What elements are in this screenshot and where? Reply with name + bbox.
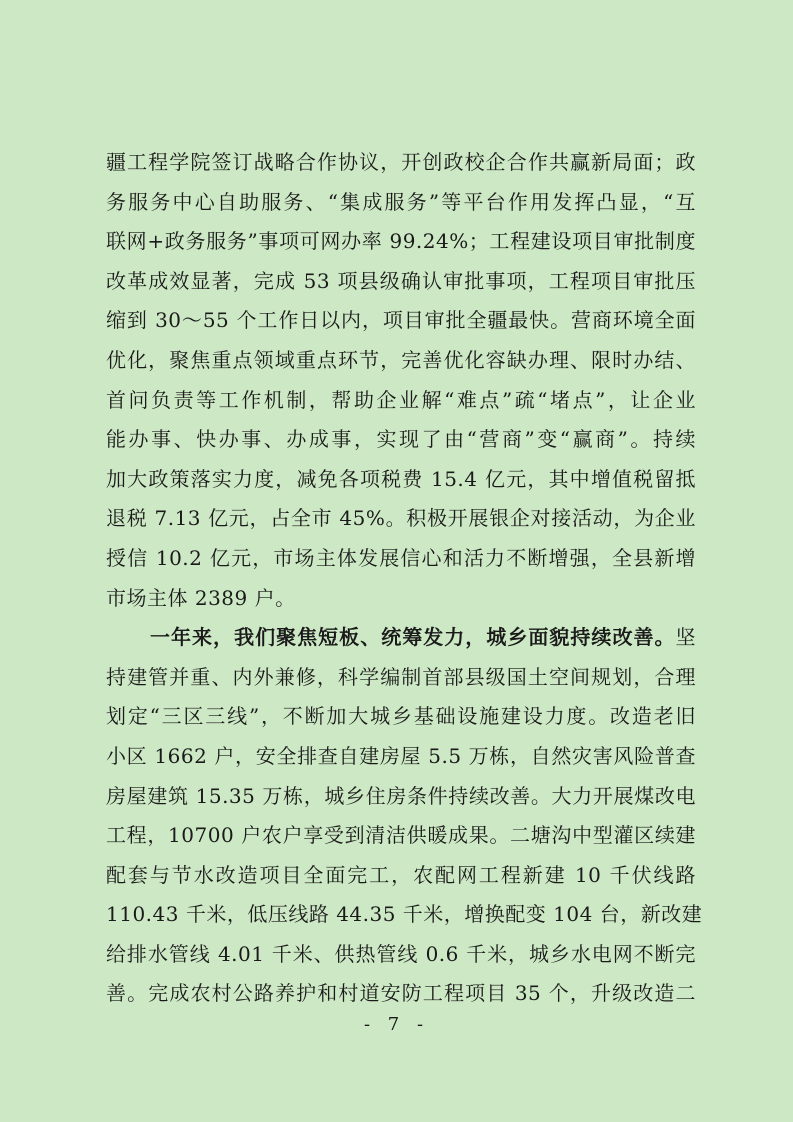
- paragraph-lead-text: 坚: [675, 625, 696, 650]
- text-line: 改革成效显著，完成 53 项县级确认审批事项，工程项目审批压: [106, 268, 696, 293]
- text-line: 持建管并重、内外兼修，科学编制首部县级国土空间规划，合理: [106, 664, 696, 689]
- body-text: [106, 143, 703, 1014]
- text-line: 110.43 千米，低压线路 44.35 千米，增换配变 104 台，新改建: [106, 902, 703, 927]
- text-line: 退税 7.13 亿元，占全市 45%。积极开展银企对接活动，为企业: [106, 506, 696, 531]
- paragraph-first-line: [106, 618, 696, 658]
- text-line: 首问负责等工作机制，帮助企业解“难点”疏“堵点”，让企业: [106, 387, 696, 412]
- text-line: 配套与节水改造项目全面完工，农配网工程新建 10 千伏线路: [106, 862, 696, 887]
- text-line: 务服务中心自助服务、“集成服务”等平台作用发挥凸显，“互: [106, 189, 696, 214]
- text-line: 小区 1662 户，安全排查自建房屋 5.5 万栋，自然灾害风险普查: [106, 743, 696, 768]
- text-line: 给排水管线 4.01 千米、供热管线 0.6 千米，城乡水电网不断完: [106, 941, 696, 966]
- text-line: 善。完成农村公路养护和村道安防工程项目 35 个，升级改造二: [106, 981, 696, 1006]
- text-line: 划定“三区三线”，不断加大城乡基础设施建设力度。改造老旧: [106, 704, 696, 729]
- text-line: 市场主体 2389 户。: [106, 585, 296, 610]
- paragraph-heading: 一年来，我们聚焦短板、统筹发力，城乡面貌持续改善。: [150, 625, 676, 650]
- page-number: - 7 -: [363, 1014, 430, 1035]
- text-line: 房屋建筑 15.35 万栋，城乡住房条件持续改善。大力开展煤改电: [106, 783, 696, 808]
- text-line: 工程，10700 户农户享受到清洁供暖成果。二塘沟中型灌区续建: [106, 823, 696, 848]
- text-line: 授信 10.2 亿元，市场主体发展信心和活力不断增强，全县新增: [106, 545, 696, 570]
- text-line: 疆工程学院签订战略合作协议，开创政校企合作共赢新局面；政: [106, 150, 696, 174]
- text-line: 缩到 30～55 个工作日以内，项目审批全疆最快。营商环境全面: [106, 308, 696, 333]
- text-line: 能办事、快办事、办成事，实现了由“营商”变“赢商”。持续: [106, 427, 696, 452]
- text-line: 加大政策落实力度，减免各项税费 15.4 亿元，其中增值税留抵: [106, 466, 696, 491]
- text-line: 优化，聚焦重点领域重点环节，完善优化容缺办理、限时办结、: [106, 347, 696, 372]
- text-line: 联网+政务服务”事项可网办率 99.24%；工程建设项目审批制度: [106, 229, 696, 254]
